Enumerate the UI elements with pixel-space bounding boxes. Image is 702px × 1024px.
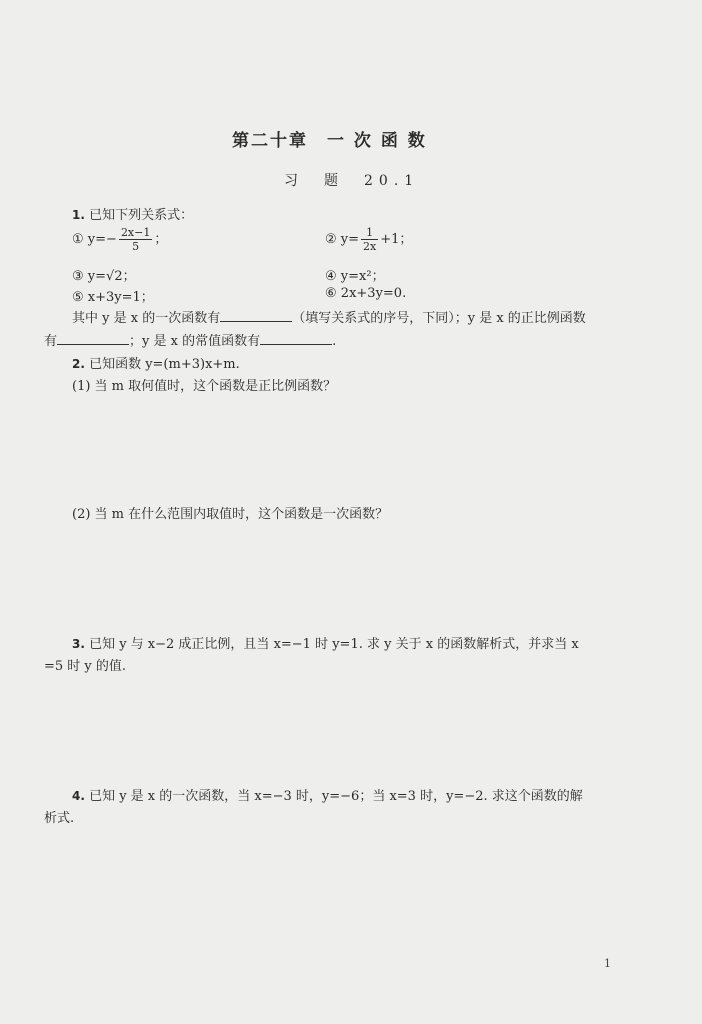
relation-3 — [72, 265, 136, 284]
relation-4-label: ④ — [325, 269, 337, 284]
relation-2-tail: +1； — [380, 232, 413, 247]
relation-1-numerator: 2x−1 — [120, 226, 151, 239]
question-4-text: 已知 y 是 x 的一次函数，当 x=−3 时，y=−6；当 x=3 时，y=−2. 求这个函数的解 — [89, 789, 583, 804]
question-2-number: 2. — [72, 357, 85, 371]
proportional-function-prompt: （填写关系式的序号，下同）；y 是 x 的正比例函数 — [292, 311, 586, 326]
question-1-number: 1. — [72, 208, 85, 222]
relation-5-expr: x+3y=1； — [87, 290, 154, 305]
question-2-part-1: (1) 当 m 取何值时，这个函数是正比例函数？ — [72, 379, 337, 394]
question-1-period: . — [332, 334, 337, 349]
question-4-number: 4. — [72, 789, 85, 803]
relation-6 — [325, 286, 406, 301]
question-2-stem — [72, 353, 240, 372]
question-3-line-1 — [72, 633, 579, 652]
question-3-number: 3. — [72, 637, 85, 651]
linear-function-prompt: 其中 y 是 x 的一次函数有 — [72, 311, 221, 326]
relation-2 — [325, 226, 412, 253]
relation-2-numerator: 1 — [361, 226, 378, 240]
chapter-title: 第二十章 一 次 函 数 — [232, 131, 427, 151]
question-3-line-2: =5 时 y 的值. — [44, 659, 127, 674]
relation-3-label: ③ — [72, 269, 84, 284]
relation-2-fraction — [361, 226, 378, 253]
relation-1 — [72, 226, 167, 253]
relation-1-fraction — [119, 226, 152, 253]
relation-1-label: ① — [72, 232, 84, 247]
question-2-text: 已知函数 y=(m+3)x+m. — [89, 357, 240, 372]
question-3-text: 已知 y 与 x−2 成正比例，且当 x=−1 时 y=1. 求 y 关于 x 的函数解析式，并求当 x — [89, 637, 579, 652]
constant-function-prompt: ；y 是 x 的常值函数有 — [129, 334, 261, 349]
relation-5-label: ⑤ — [72, 290, 84, 305]
question-2-part-2: (2) 当 m 在什么范围内取值时，这个函数是一次函数？ — [72, 507, 389, 522]
relation-4 — [325, 265, 385, 284]
proportional-function-answer-blank[interactable] — [57, 344, 129, 345]
relation-1-denominator: 5 — [132, 240, 140, 253]
relation-1-tail: ； — [154, 232, 168, 247]
section-title: 习 题 20.1 — [284, 173, 420, 189]
relation-1-lhs: y=− — [87, 232, 117, 247]
relation-2-lhs: y= — [340, 232, 360, 247]
question-1-stem — [72, 204, 193, 223]
relation-5 — [72, 286, 154, 305]
bleed-through-line-1 — [270, 104, 274, 118]
relation-2-denominator: 2x — [363, 240, 377, 253]
page-number: 1 — [604, 957, 611, 970]
relation-3-expr: y=√2； — [87, 269, 136, 284]
question-1-line-2 — [44, 330, 336, 349]
relation-6-expr: 2x+3y=0. — [340, 286, 407, 301]
relation-4-expr: y=x²； — [340, 269, 385, 284]
linear-function-answer-blank[interactable] — [220, 321, 292, 322]
constant-function-answer-blank[interactable] — [260, 344, 332, 345]
question-1-text: 已知下列关系式： — [89, 208, 194, 223]
relation-2-label: ② — [325, 232, 337, 247]
question-1-line-1 — [72, 307, 586, 326]
question-4-line-1 — [72, 785, 583, 804]
proportional-prompt-tail: 有 — [44, 334, 58, 349]
question-4-line-2: 析式. — [44, 811, 75, 826]
relation-6-label: ⑥ — [325, 286, 337, 301]
